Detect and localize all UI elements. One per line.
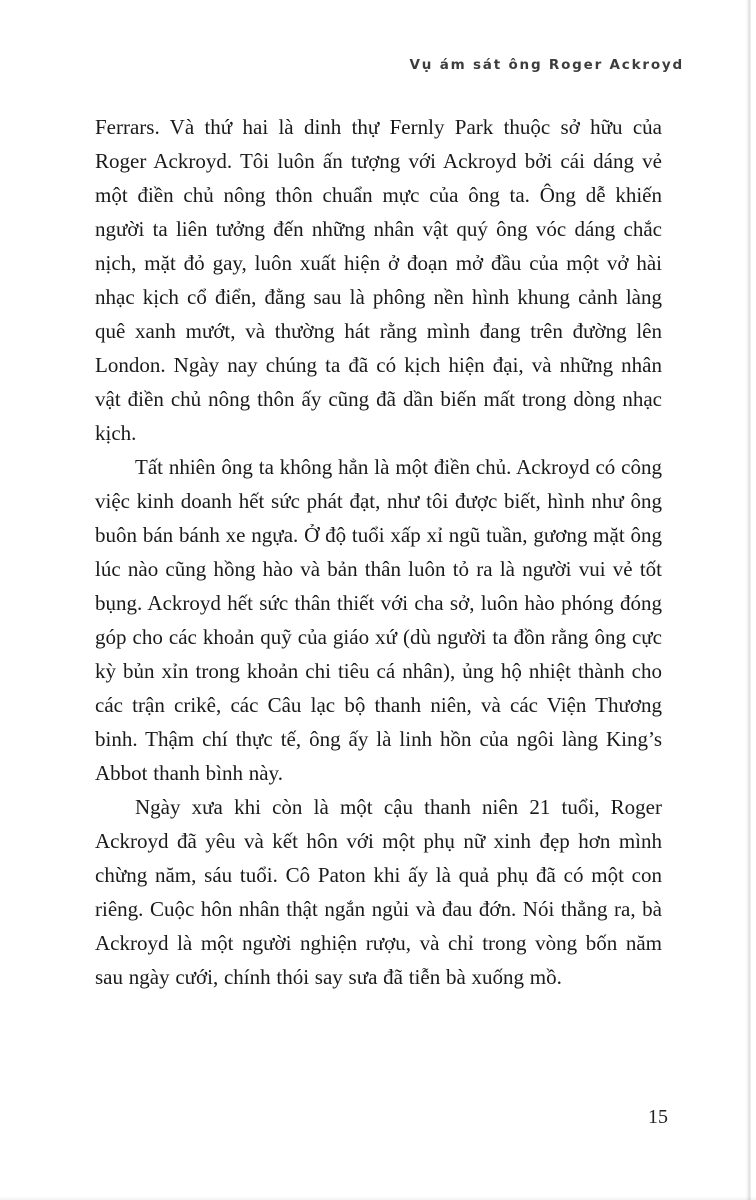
paragraph: Tất nhiên ông ta không hẳn là một điền chủ. Ackroyd có công việc kinh doanh hết sức phát đạt, như tôi được biết, hình như ông buôn bán bánh xe ngựa. Ở độ tuổi xấp xỉ ngũ tuần, gương mặt ông lúc nào cũng hồng hào và bản thân luôn tỏ ra là người vui vẻ tốt bụng. Ackroyd hết sức thân thiết với cha sở, luôn hào phóng đóng góp cho các khoản quỹ của giáo xứ (dù người ta đồn rằng ông cực kỳ bủn xỉn trong khoản chi tiêu cá nhân), ủng hộ nhiệt thành cho các trận crikê, các Câu lạc bộ thanh niên, và các Viện Thương binh. Thậm chí thực tế, ông ấy là linh hồn của ngôi làng King’s Abbot thanh bình này. <box>95 455 662 785</box>
page-number: 15 <box>648 1106 668 1128</box>
scan-bottom-shadow <box>0 1196 756 1200</box>
running-header: Vụ ám sát ông Roger Ackroyd <box>409 57 684 73</box>
paragraph-continuation: Ferrars. Và thứ hai là dinh thự Fernly Park thuộc sở hữu của Roger Ackroyd. Tôi luôn ấn tượng với Ackroyd bởi cái dáng vẻ một điền chủ nông thôn chuẩn mực của ông ta. Ông dễ khiến người ta liên tưởng đến những nhân vật quý ông vóc dáng chắc nịch, mặt đỏ gay, luôn xuất hiện ở đoạn mở đầu của một vở hài nhạc kịch cổ điển, đằng sau là phông nền hình khung cảnh làng quê xanh mướt, và thường hát rằng mình đang trên đường lên London. Ngày nay chúng ta đã có kịch hiện đại, và những nhân vật điền chủ nông thôn ấy cũng đã dần biến mất trong dòng nhạc kịch. <box>95 115 662 445</box>
scan-edge-shadow <box>746 0 751 1200</box>
page-body <box>95 110 662 994</box>
paragraph: Ngày xưa khi còn là một cậu thanh niên 21 tuổi, Roger Ackroyd đã yêu và kết hôn với một phụ nữ xinh đẹp hơn mình chừng năm, sáu tuổi. Cô Paton khi ấy là quả phụ đã có một con riêng. Cuộc hôn nhân thật ngắn ngủi và đau đớn. Nói thẳng ra, bà Ackroyd là một người nghiện rượu, và chỉ trong vòng bốn năm sau ngày cưới, chính thói say sưa đã tiễn bà xuống mồ. <box>95 795 662 989</box>
